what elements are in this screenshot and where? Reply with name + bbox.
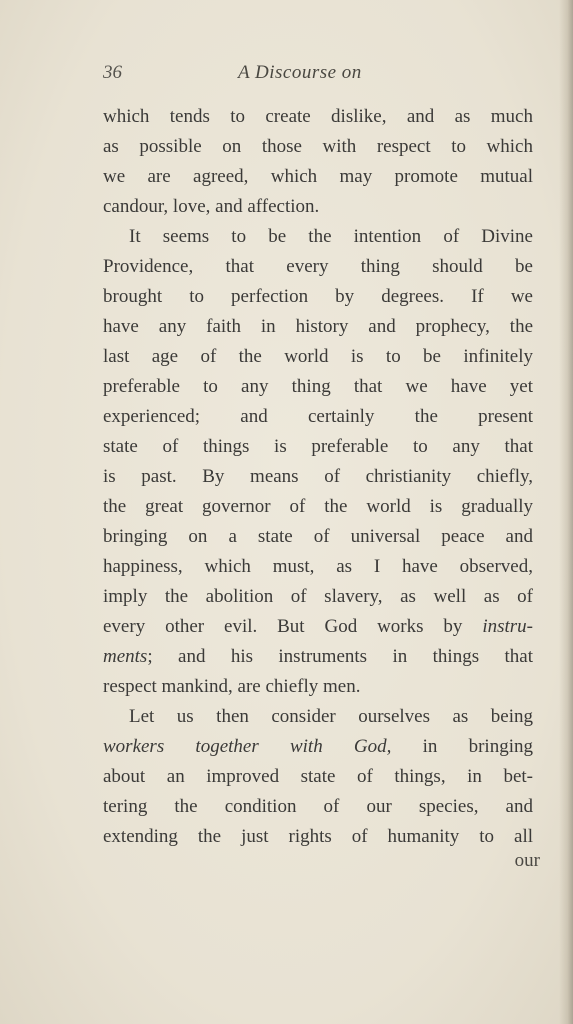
- text-line: respect mankind, are chiefly men.: [103, 676, 361, 697]
- paragraph-first-line: It seems to be the intention of Divine: [129, 226, 533, 247]
- page-gutter-shadow: [559, 0, 573, 1024]
- text-line: have any faith in history and prophecy, the: [103, 316, 533, 337]
- text-line: the great governor of the world is gradually: [103, 496, 533, 517]
- text-line: happiness, which must, as I have observed,: [103, 556, 533, 577]
- text-line: imply the abolition of slavery, as well as of: [103, 586, 533, 607]
- text-line: experienced; and certainly the present: [103, 406, 533, 427]
- page-header: [103, 62, 533, 92]
- text-line: last age of the world is to be infinitely: [103, 346, 533, 367]
- text-line: preferable to any thing that we have yet: [103, 376, 533, 397]
- text-line: candour, love, and affection.: [103, 196, 320, 217]
- text-line: [103, 642, 533, 672]
- text-line: bringing on a state of universal peace and: [103, 526, 533, 547]
- paragraph-first-line: Let us then consider ourselves as being: [129, 706, 533, 727]
- text-line: which tends to create dislike, and as much: [103, 106, 533, 127]
- text-line: tering the condition of our species, and: [103, 796, 533, 817]
- text-run: in bringing: [391, 736, 533, 757]
- running-title: A Discourse on: [238, 62, 362, 83]
- text-line: Providence, that every thing should be: [103, 256, 533, 277]
- text-line: about an improved state of things, in bet-: [103, 766, 533, 787]
- text-line: state of things is preferable to any that: [103, 436, 533, 457]
- text-run: ; and his instruments in things that: [147, 646, 533, 667]
- text-line: [103, 612, 533, 642]
- catchword: our: [514, 850, 540, 871]
- italic-run: instru-: [482, 616, 533, 637]
- text-line: brought to perfection by degrees. If we: [103, 286, 533, 307]
- body-text: [103, 102, 533, 852]
- text-run: every other evil. But God works by: [103, 616, 483, 637]
- text-line: as possible on those with respect to which: [103, 136, 533, 157]
- italic-run: ments: [103, 646, 148, 667]
- italic-run: workers together with God,: [103, 736, 392, 757]
- text-line: we are agreed, which may promote mutual: [103, 166, 533, 187]
- text-line: extending the just rights of humanity to all: [103, 826, 533, 847]
- text-line: [103, 732, 533, 762]
- page-number: 36: [103, 62, 122, 83]
- text-line: is past. By means of christianity chiefly,: [103, 466, 533, 487]
